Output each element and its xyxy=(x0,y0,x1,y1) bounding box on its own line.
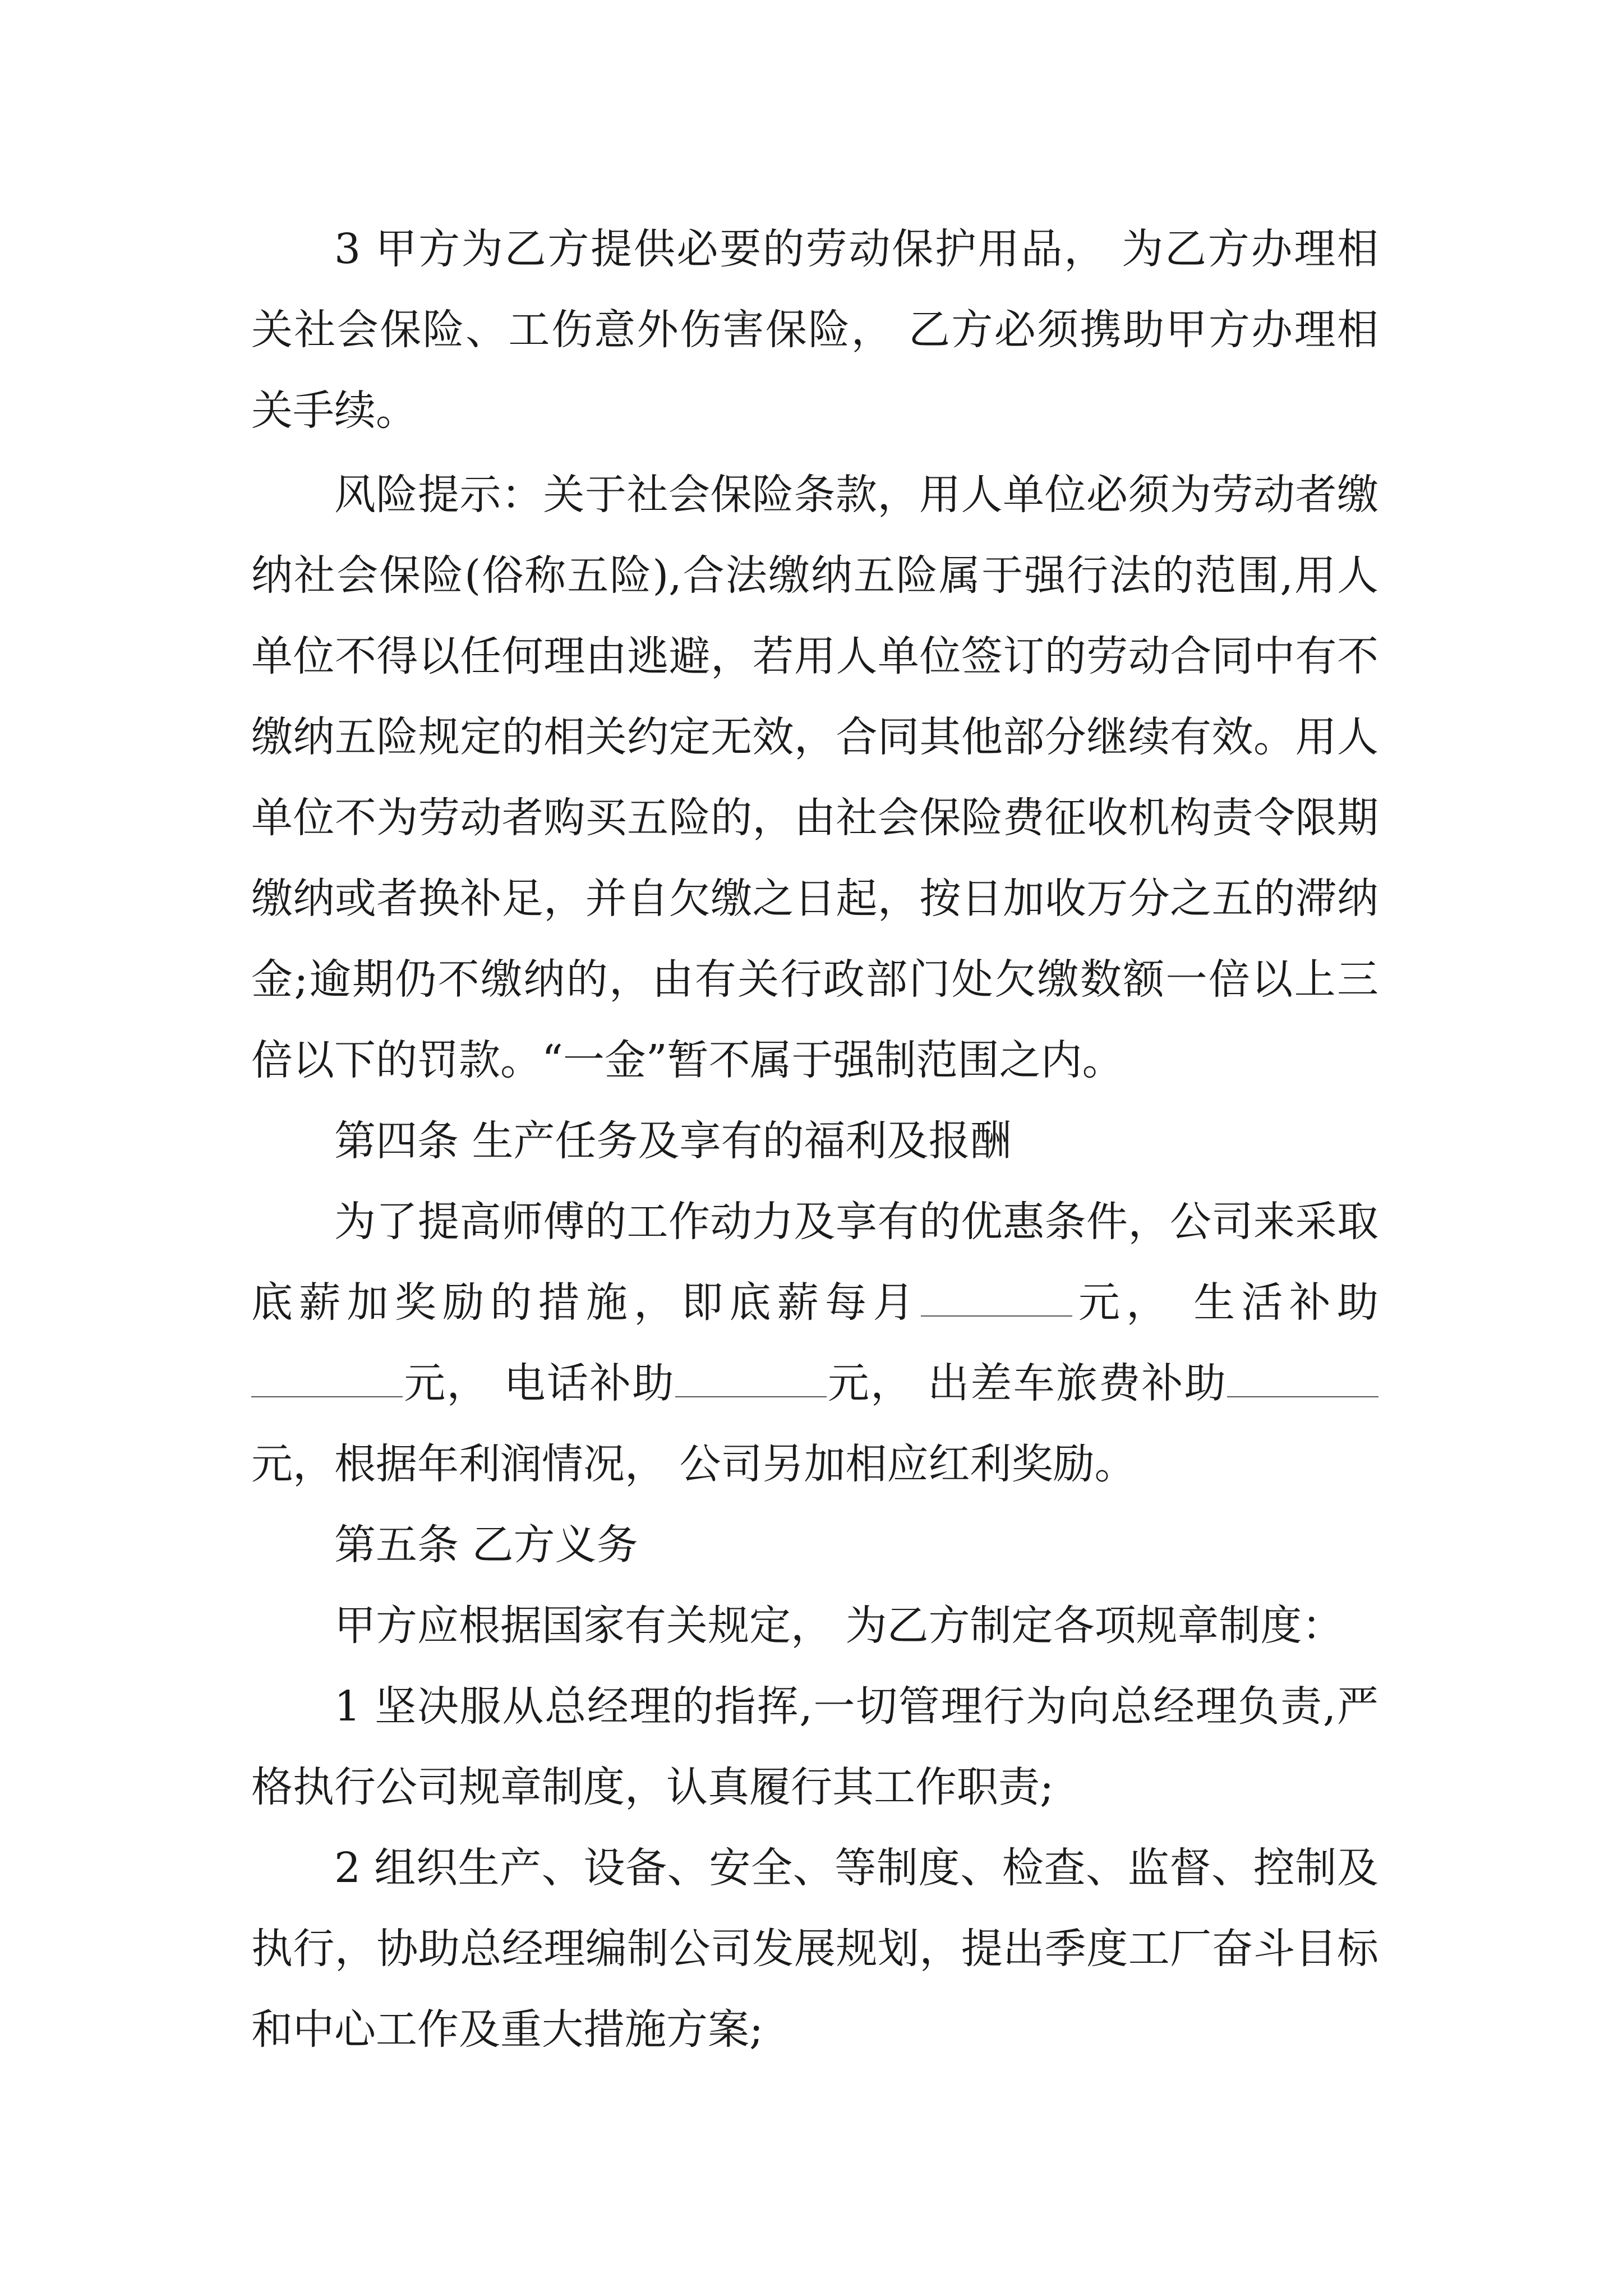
heading-article-five: 第五条 乙方义务 xyxy=(334,1521,638,1569)
heading-article-four: 第四条 生产任务及享有的福利及报酬 xyxy=(334,1117,1012,1165)
phone-allowance-blank[interactable] xyxy=(675,1363,827,1397)
paragraph-duty-two: 2 组织生产、设备、安全、等制度、检查、监督、控制及执行，协助总经理编制公司发展规划，提出季度工厂奋斗目标和中心工作及重大措施方案; xyxy=(251,1844,1378,2054)
paragraph-regulations: 甲方应根据国家有关规定， 为乙方制定各项规章制度： xyxy=(334,1602,1344,1650)
paragraph-labor-protection: 3 甲方为乙方提供必要的劳动保护用品， 为乙方办理相关社会保险、工伤意外伤害保险， 乙方必须携助甲方办理相关手续。 xyxy=(251,225,1378,435)
phone-allowance-text: 元， 电话补助 xyxy=(403,1359,675,1407)
paragraph-duty-one: 1 坚决服从总经理的指挥,一切管理行为向总经理负责,严格执行公司规章制度，认真履行其工作职责; xyxy=(251,1682,1378,1811)
travel-allowance-blank[interactable] xyxy=(1227,1363,1378,1397)
paragraph-risk-notice: 风险提示：关于社会保险条款，用人单位必须为劳动者缴纳社会保险(俗称五险),合法缴纳五险属于强行法的范围,用人单位不得以任何理由逃避，若用人单位签订的劳动合同中有不缴纳五险规定的相关约定无效，合同其他部分继续有效。用人单位不为劳动者购买五险的，由社会保险费征收机构责令限期缴纳或者换补足，并自欠缴之日起，按日加收万分之五的滞纳金;逾期仍不缴纳的，由有关行政部门处欠缴数额一倍以上三倍以下的罚款。“一金”暂不属于强制范围之内。 xyxy=(251,471,1378,1084)
document-page xyxy=(251,209,1378,2070)
base-salary-blank[interactable] xyxy=(921,1282,1072,1317)
travel-allowance-text: 元， 出差车旅费补助 xyxy=(826,1359,1227,1407)
living-allowance-blank[interactable] xyxy=(251,1363,403,1397)
salary-intro-text: 为了提高师傅的工作动力及享有的优惠条件，公司来采取底薪加奖励的措施，即底薪每月 xyxy=(251,1198,1378,1327)
bonus-text: 元，根据年利润情况， 公司另加相应红利奖励。 xyxy=(251,1440,1136,1488)
paragraph-salary-benefits xyxy=(251,1181,1378,1504)
living-allowance-text: 元， 生活补助 xyxy=(1072,1278,1379,1327)
